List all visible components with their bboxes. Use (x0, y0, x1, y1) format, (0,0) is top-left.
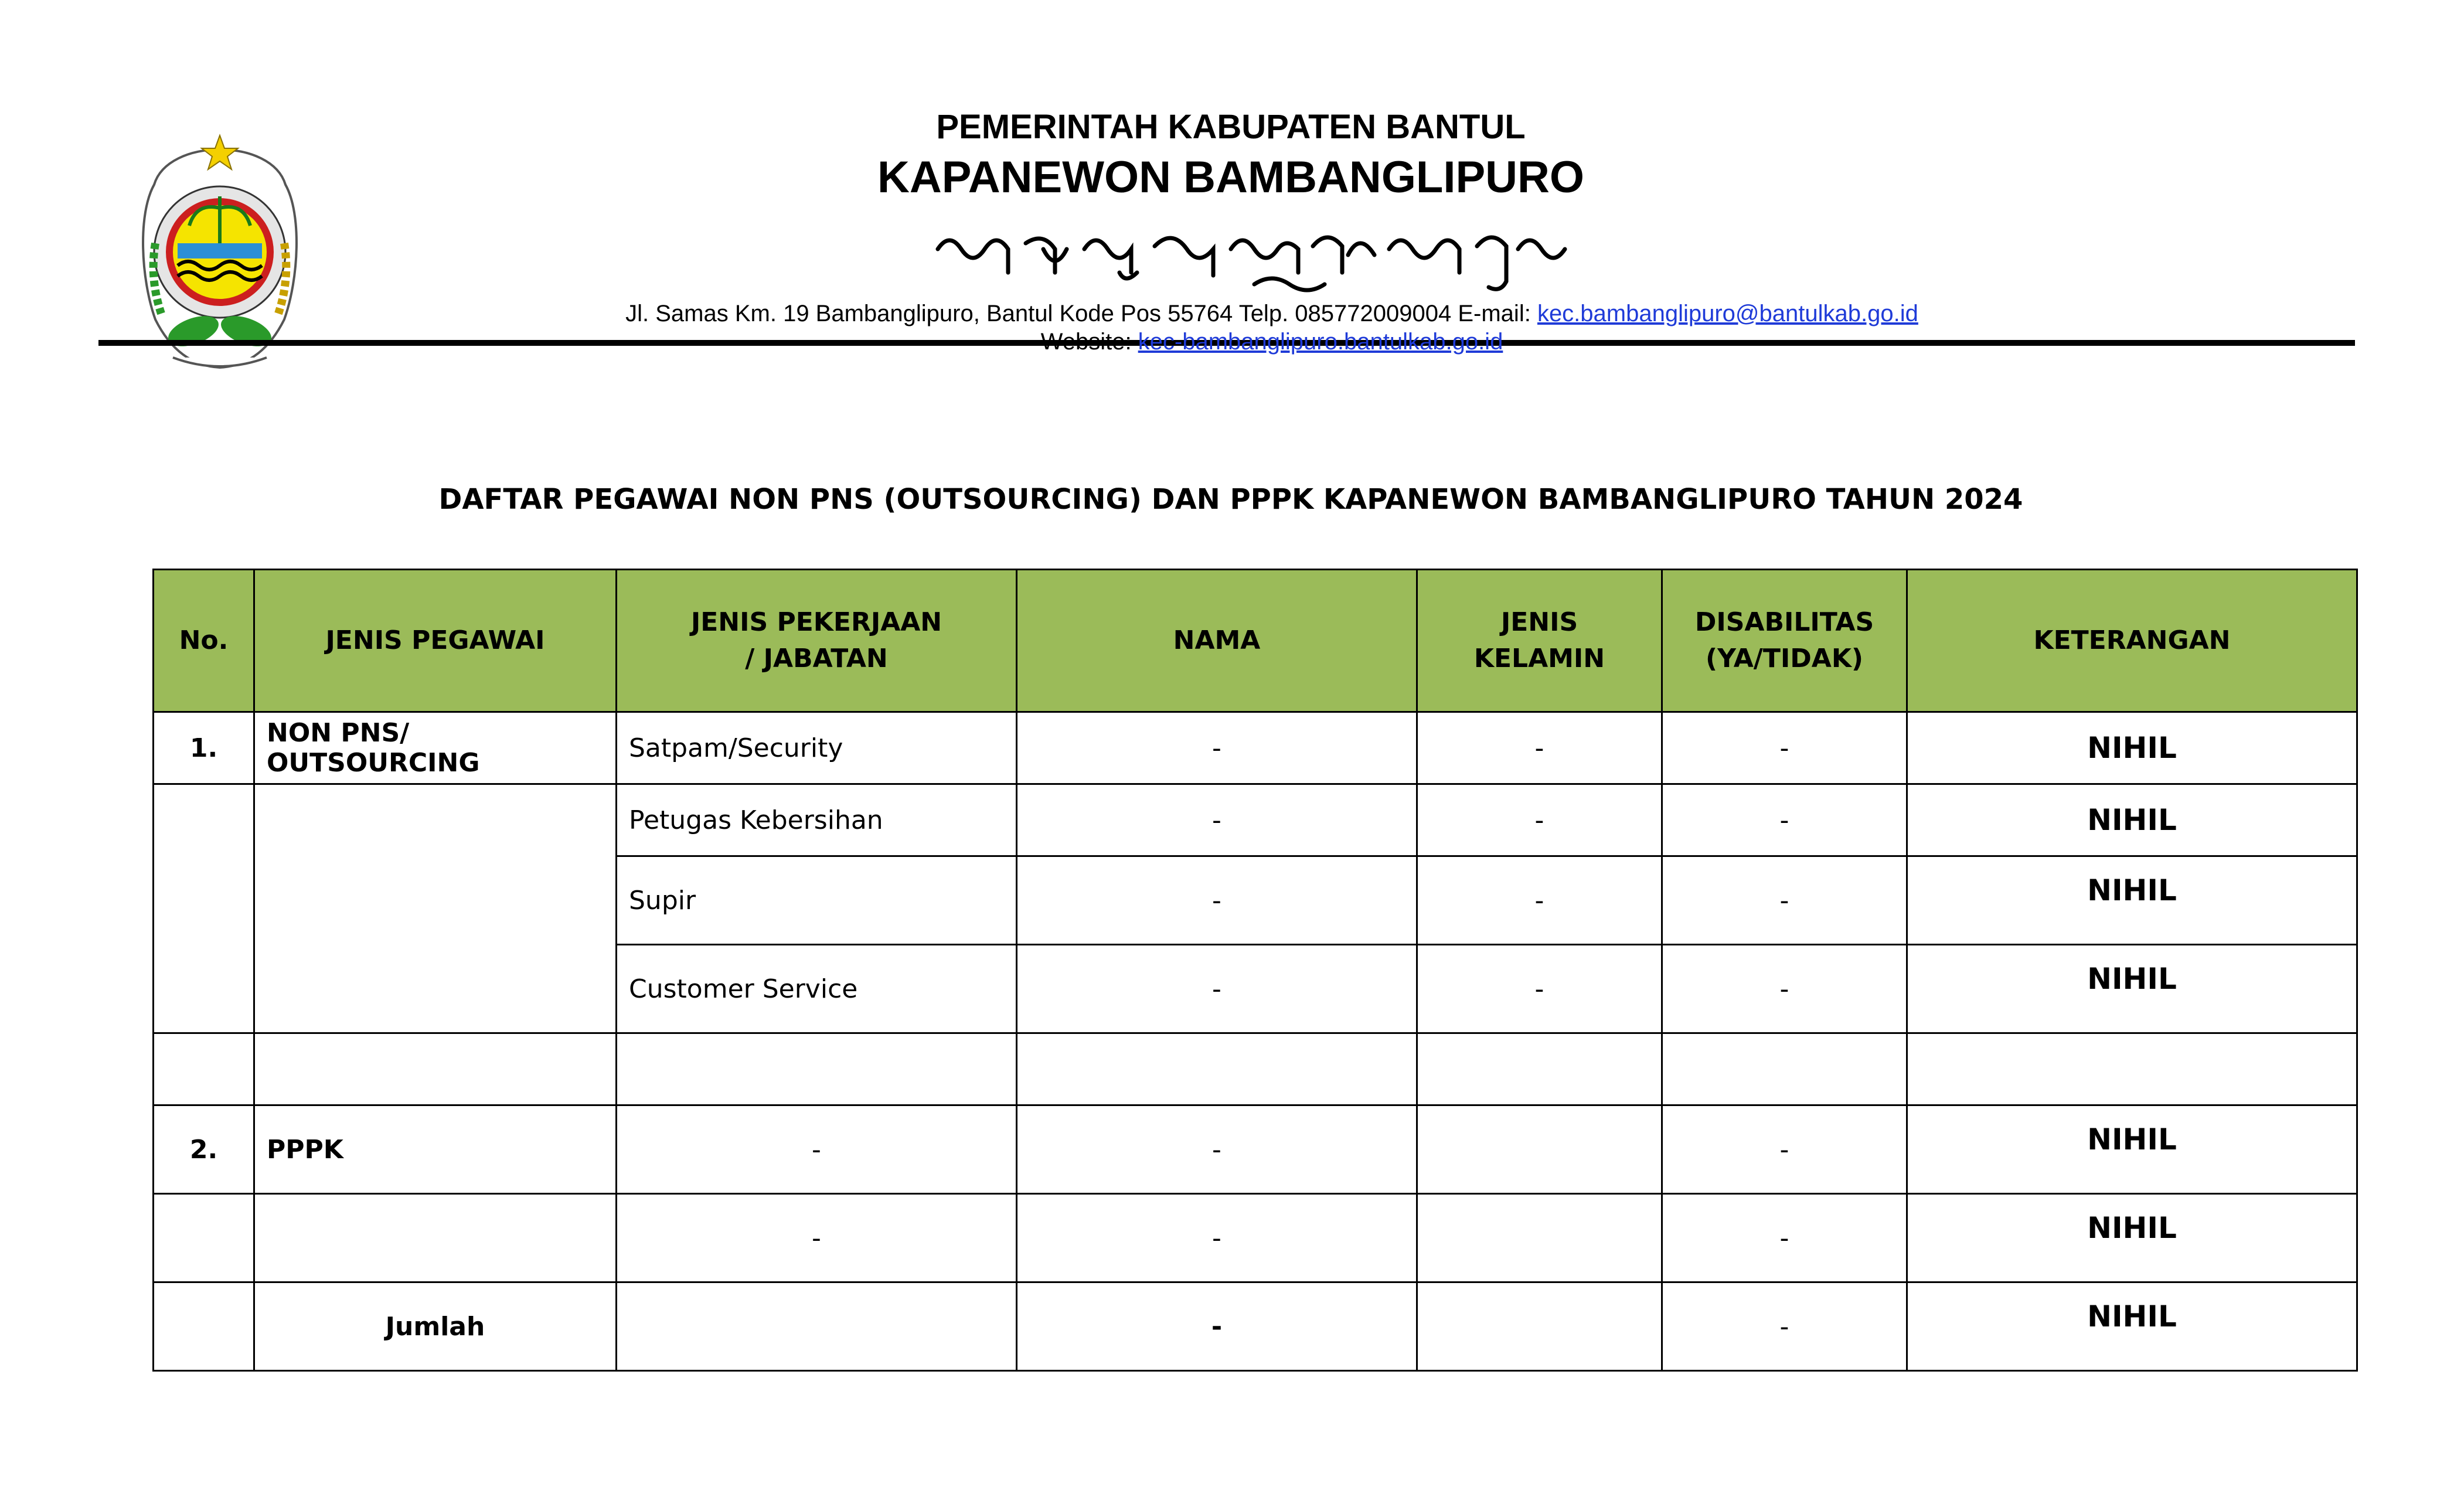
cell-position: - (617, 1105, 1017, 1194)
cell-disability (1662, 1033, 1907, 1105)
cell-position: Petugas Kebersihan (617, 784, 1017, 856)
cell-name: - (1017, 1282, 1417, 1371)
cell-no (154, 1194, 254, 1282)
cell-employee-type: PPPK (254, 1105, 617, 1194)
cell-employee-type (254, 1194, 617, 1282)
cell-no: 1. (154, 712, 254, 784)
cell-gender: - (1417, 856, 1662, 945)
column-header: NAMA (1017, 570, 1417, 712)
cell-no (154, 1033, 254, 1105)
table-row (154, 712, 2357, 784)
table-row-total (154, 1282, 2357, 1371)
cell-name: - (1017, 945, 1417, 1033)
address-line (586, 299, 1958, 328)
cell-remarks: NIHIL (1907, 1194, 2357, 1282)
cell-disability: - (1662, 1105, 1907, 1194)
column-header: JENIS PEGAWAI (254, 570, 617, 712)
table-row (154, 1105, 2357, 1194)
cell-position (617, 1282, 1017, 1371)
bantul-regency-logo (132, 126, 308, 372)
government-name: PEMERINTAH KABUPATEN BANTUL (936, 108, 1526, 146)
cell-gender: - (1417, 712, 1662, 784)
cell-remarks (1907, 1033, 2357, 1105)
column-header: KETERANGAN (1907, 570, 2357, 712)
cell-position: Customer Service (617, 945, 1017, 1033)
cell-employee-type (254, 784, 617, 1033)
cell-gender (1417, 1033, 1662, 1105)
email-link[interactable]: kec.bambanglipuro@bantulkab.go.id (1537, 301, 1918, 326)
cell-remarks: NIHIL (1907, 1105, 2357, 1194)
table-row (154, 1194, 2357, 1282)
cell-position (617, 1033, 1017, 1105)
cell-disability: - (1662, 945, 1907, 1033)
cell-position: Satpam/Security (617, 712, 1017, 784)
cell-disability: - (1662, 712, 1907, 784)
cell-gender (1417, 1194, 1662, 1282)
cell-gender (1417, 1105, 1662, 1194)
column-header: DISABILITAS (YA/TIDAK) (1662, 570, 1907, 712)
cell-disability: - (1662, 784, 1907, 856)
cell-total-label: Jumlah (254, 1282, 617, 1371)
cell-remarks: NIHIL (1907, 1282, 2357, 1371)
table-row (154, 1033, 2357, 1105)
cell-disability: - (1662, 1282, 1907, 1371)
cell-name: - (1017, 784, 1417, 856)
document-title: DAFTAR PEGAWAI NON PNS (OUTSOURCING) DAN PPPK KAPANEWON BAMBANGLIPURO TAHUN 2024 (438, 483, 2023, 516)
cell-disability: - (1662, 1194, 1907, 1282)
cell-name: - (1017, 1105, 1417, 1194)
cell-name: - (1017, 712, 1417, 784)
cell-remarks: NIHIL (1907, 856, 2357, 945)
cell-position: - (617, 1194, 1017, 1282)
cell-employee-type (254, 1033, 617, 1105)
website-label: Website: (1040, 329, 1138, 355)
cell-position: Supir (617, 856, 1017, 945)
cell-remarks: NIHIL (1907, 712, 2357, 784)
cell-gender: - (1417, 784, 1662, 856)
javanese-script-lettering (926, 214, 1582, 308)
column-header: No. (154, 570, 254, 712)
cell-no (154, 784, 254, 1033)
cell-name: - (1017, 856, 1417, 945)
column-header: JENIS KELAMIN (1417, 570, 1662, 712)
office-name: KAPANEWON BAMBANGLIPURO (877, 152, 1585, 202)
cell-disability: - (1662, 856, 1907, 945)
cell-remarks: NIHIL (1907, 784, 2357, 856)
cell-no (154, 1282, 254, 1371)
website-link[interactable]: kec-bambanglipuro.bantulkab.go.id (1138, 329, 1503, 355)
cell-gender: - (1417, 945, 1662, 1033)
cell-name: - (1017, 1194, 1417, 1282)
staff-table (152, 569, 2358, 1372)
cell-name (1017, 1033, 1417, 1105)
cell-remarks: NIHIL (1907, 945, 2357, 1033)
cell-gender (1417, 1282, 1662, 1371)
address-text: Jl. Samas Km. 19 Bambanglipuro, Bantul Kode Pos 55764 Telp. 085772009004 E-mail: (625, 301, 1537, 326)
cell-no: 2. (154, 1105, 254, 1194)
website-line (586, 327, 1958, 356)
table-row (154, 784, 2357, 856)
column-header: JENIS PEKERJAAN / JABATAN (617, 570, 1017, 712)
cell-employee-type: NON PNS/ OUTSOURCING (254, 712, 617, 784)
table-header-row (154, 570, 2357, 712)
